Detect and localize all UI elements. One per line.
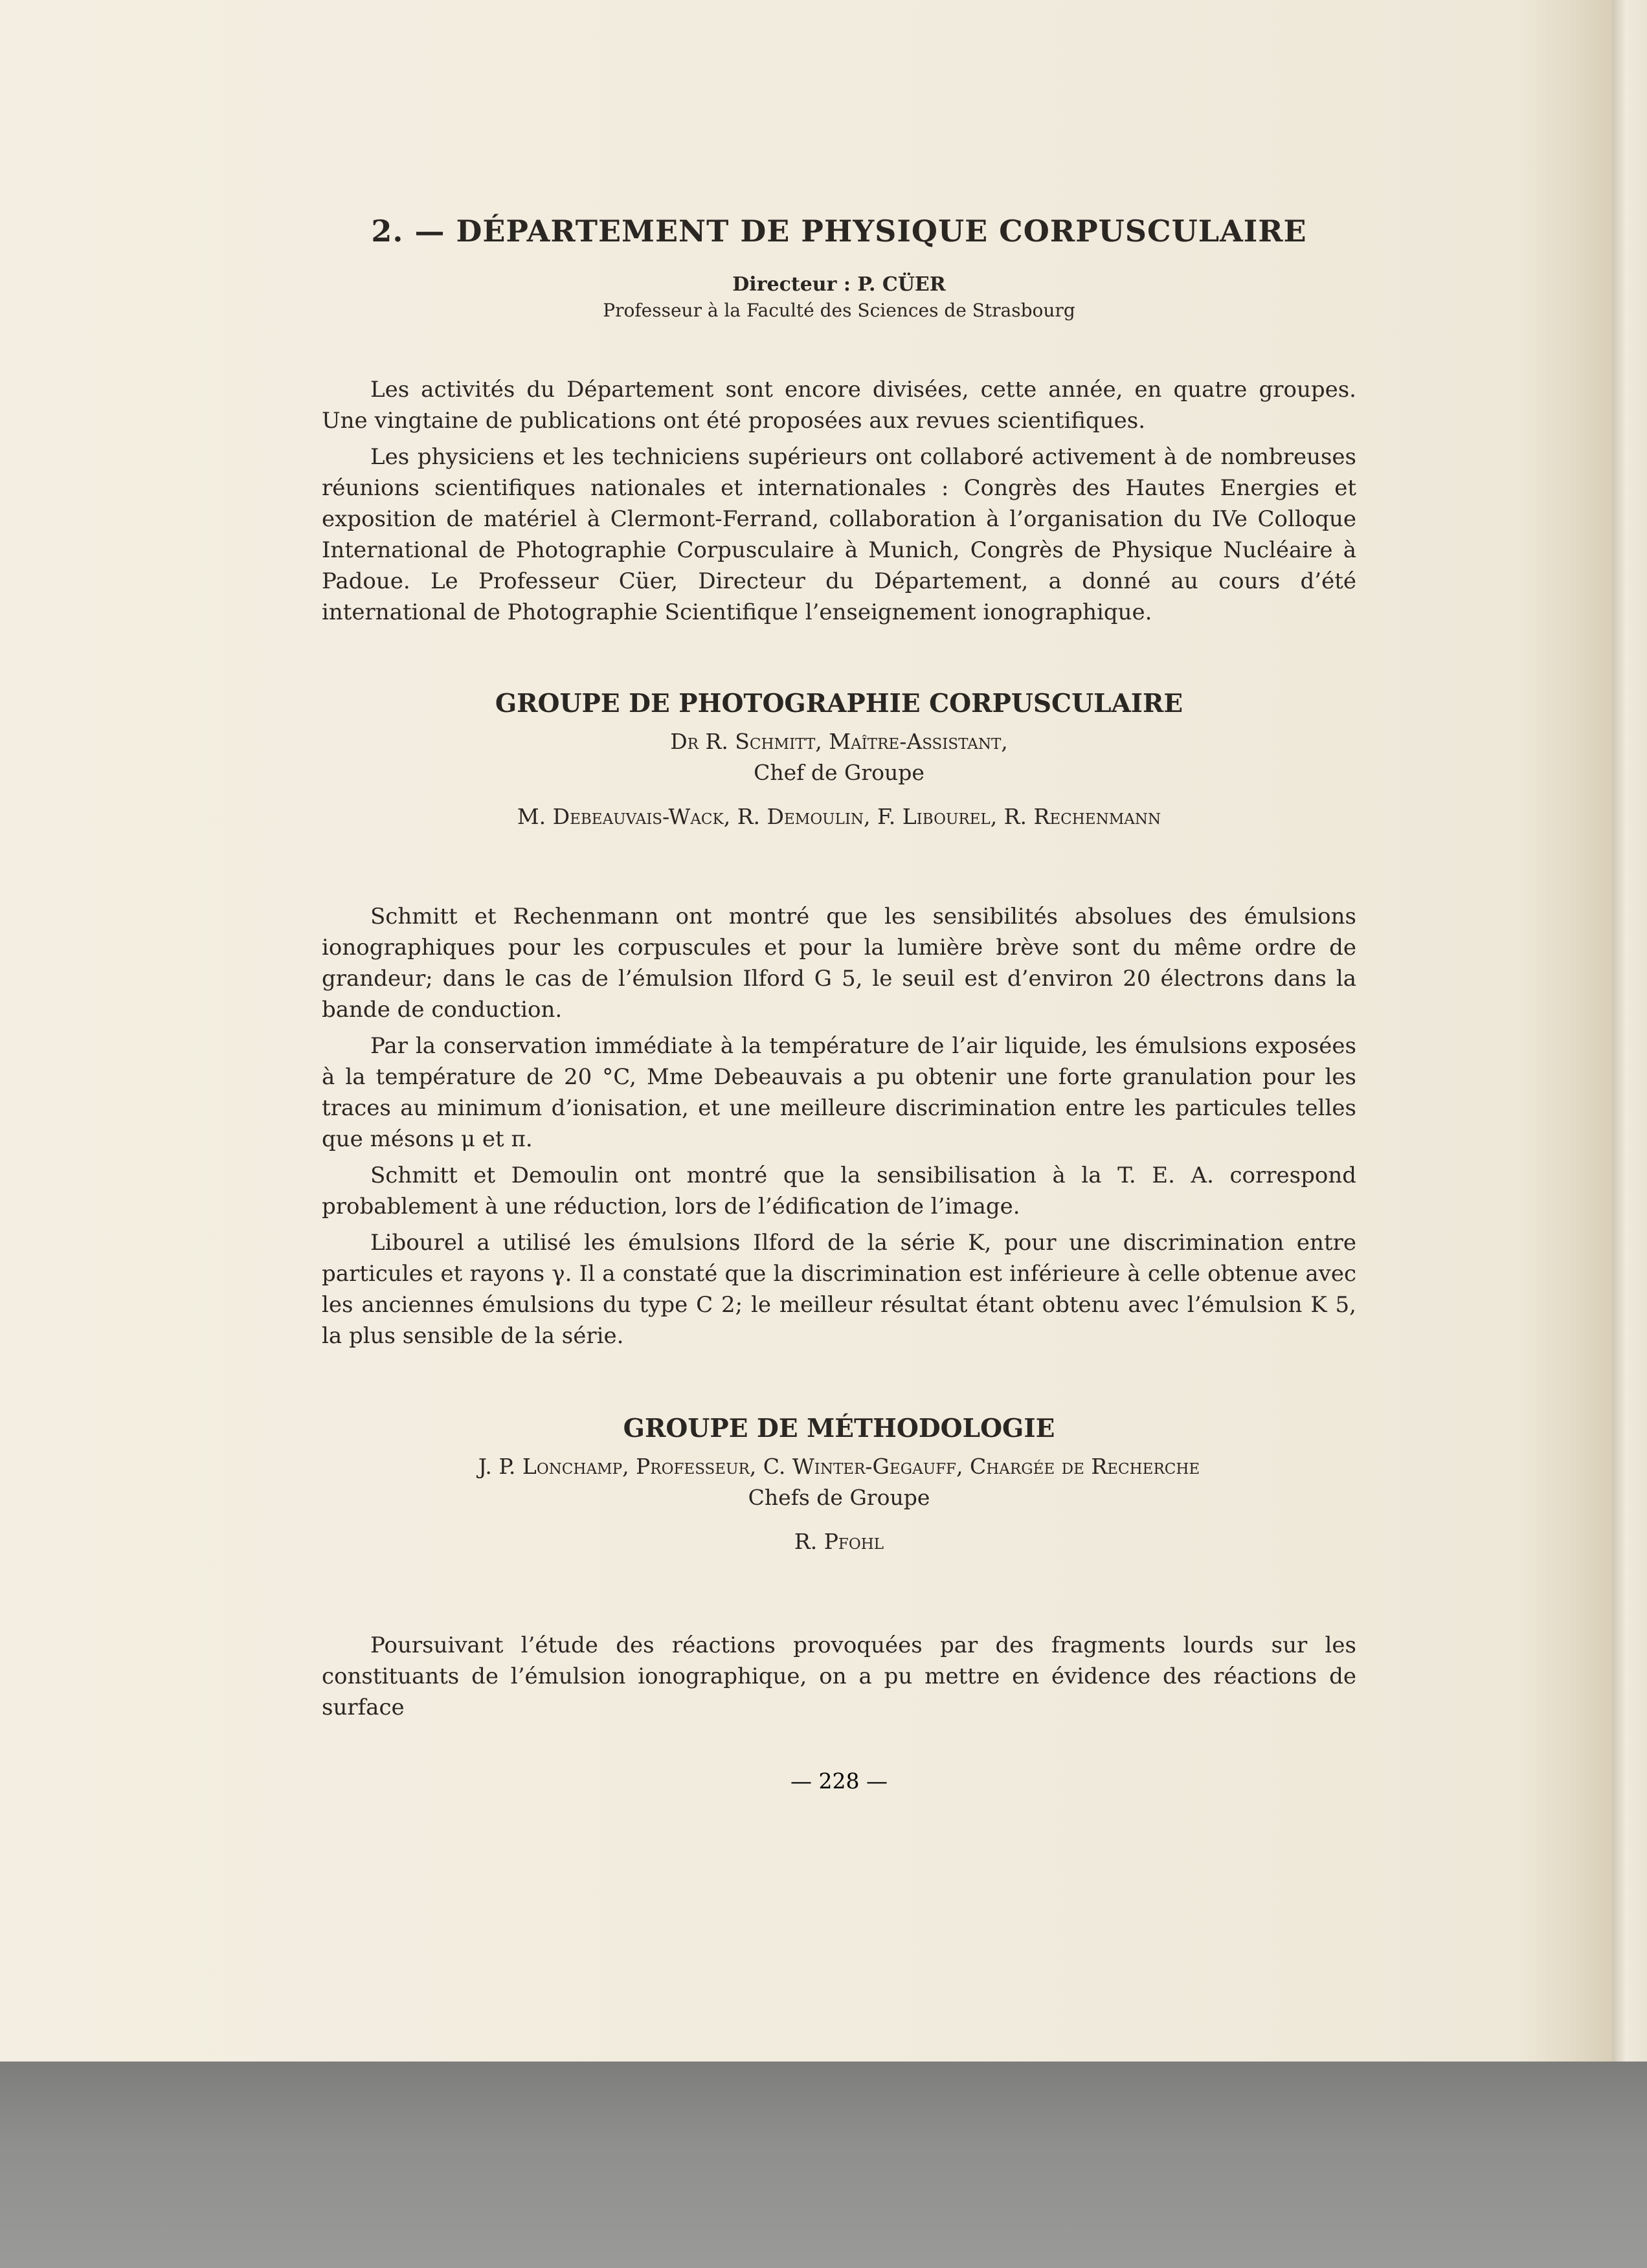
group-paragraph: Libourel a utilisé les émulsions Ilford de la série K, pour une discrimination entre particules et rayons γ. Il a constaté que la discrimination est inférieure à celle obtenue avec les anciennes émulsions du type C 2; le meilleur résultat étant obtenu avec l’émulsion K 5, la plus sensible de la série. — [322, 1230, 1356, 1349]
group-paragraph: Schmitt et Rechenmann ont montré que les sensibilités absolues des émulsions ionographiques pour les corpuscules et pour la lumière brève sont du même ordre de grandeur; dans le cas de l’émulsion Ilford G 5, le seuil est d’environ 20 électrons dans la bande de conduction. — [322, 904, 1356, 1023]
page-edge — [1612, 0, 1647, 2062]
scanner-background — [0, 2062, 1647, 2268]
group-members: M. Debeauvais-Wack, R. Demoulin, F. Libourel, R. Rechenmann — [517, 804, 1161, 829]
director-affiliation: Professeur à la Faculté des Sciences de Strasbourg — [603, 300, 1075, 321]
group-paragraph: Par la conservation immédiate à la température de l’air liquide, les émulsions exposées à la température de 20 °C, Mme Debeauvais a pu obtenir une forte granulation pour les traces au minimum d’ionisation, et une meilleure discrimination entre les particules telles que mésons μ et π. — [322, 1033, 1356, 1152]
group-head: Dr R. Schmitt, Maître-Assistant, — [670, 729, 1008, 754]
group-title-photographie: GROUPE DE PHOTOGRAPHIE CORPUSCULAIRE — [495, 689, 1183, 718]
intro-paragraph: Les physiciens et les techniciens supérieurs ont collaboré activement à de nombreuses réunions scientifiques nationales et internationales : Congrès des Hautes Energies et exposition de matériel à Clermont-Ferrand, collaboration à l’organisation du IVe Colloque International de Photographie Corpusculaire à Munich, Congrès de Physique Nucléaire à Padoue. Le Professeur Cüer, Directeur du Département, a donné au cours d’été international de Photographie Scientifique l’enseignement ionographique. — [322, 444, 1356, 625]
group-title-methodologie: GROUPE DE MÉTHODOLOGIE — [623, 1414, 1055, 1443]
page-number: — 228 — — [790, 1768, 888, 1794]
group-role: Chefs de Groupe — [748, 1485, 930, 1510]
director-line: Directeur : P. CÜER — [732, 273, 946, 296]
group-members: R. Pfohl — [794, 1529, 884, 1554]
department-title: 2. — DÉPARTEMENT DE PHYSIQUE CORPUSCULAIRE — [371, 214, 1307, 249]
group-paragraph: Schmitt et Demoulin ont montré que la sensibilisation à la T. E. A. correspond probablement à une réduction, lors de l’édification de l’image. — [322, 1162, 1356, 1219]
group-paragraph: Poursuivant l’étude des réactions provoquées par des fragments lourds sur les constituants de l’émulsion ionographique, on a pu mettre en évidence des réactions de surface — [322, 1632, 1356, 1720]
page-content — [322, 214, 1356, 1728]
group-heads: J. P. Lonchamp, Professeur, C. Winter-Gegauff, Chargée de Recherche — [478, 1454, 1200, 1479]
group-role: Chef de Groupe — [754, 760, 924, 785]
intro-paragraph: Les activités du Département sont encore divisées, cette année, en quatre groupes. Une vingtaine de publications ont été proposées aux revues scientifiques. — [322, 377, 1356, 434]
